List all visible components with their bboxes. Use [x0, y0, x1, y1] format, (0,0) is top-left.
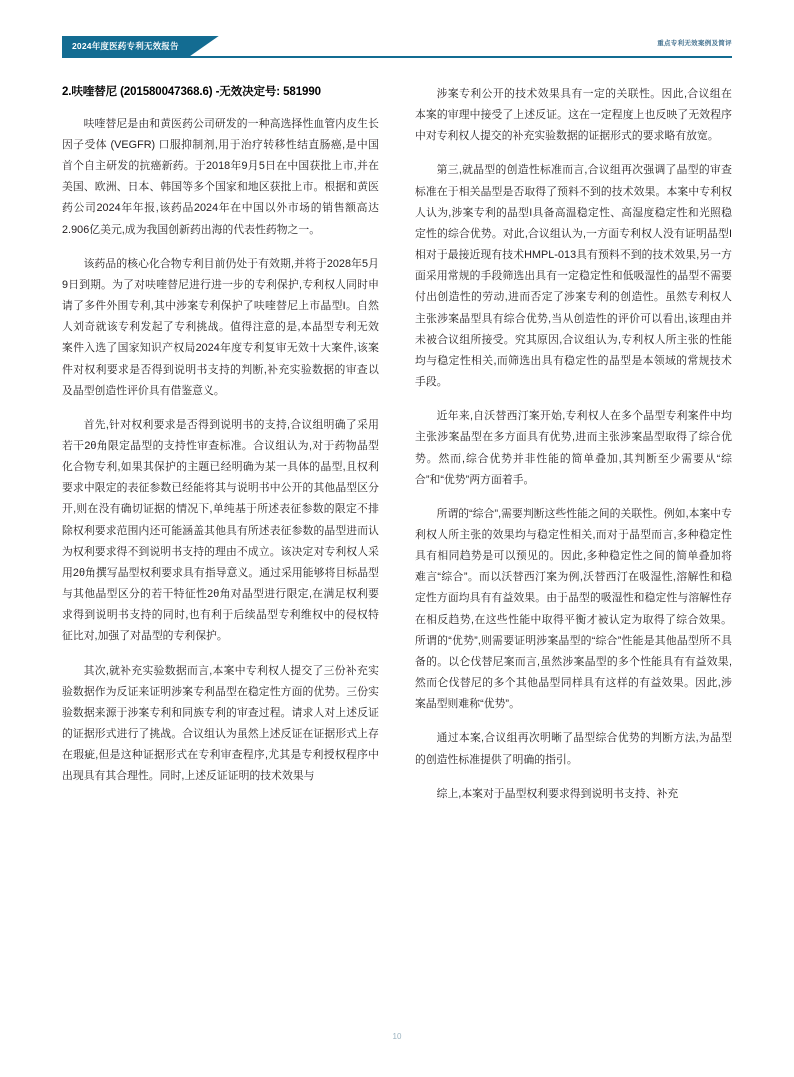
paragraph: 综上,本案对于晶型权利要求得到说明书支持、补充 — [436, 787, 679, 800]
header-report-tab-label: 2024年度医药专利无效报告 — [72, 41, 179, 52]
paragraph: 呋喹替尼是由和黄医药公司研发的一种高选择性血管内皮生长因子受体 (VEGFR) 口服抑制剂,用于治疗转移性结直肠癌,是中国首个自主研发的抗癌新药。于2018年9月5日在中国获批上市,并在美国、欧洲、日本、韩国等多个国家和地区获批上市。根据和黄医药公司2024年年报,该药品2024年在中国以外市场的销售额高达2.906亿美元,成为我国创新药出海的代表性药物之一。 — [62, 117, 379, 236]
paragraph: 近年来,自沃替西汀案开始,专利权人在多个晶型专利案件中均主张涉案晶型在多方面具有优势,进而主张涉案晶型取得了综合优势。然而,综合优势并非性能的简单叠加,其判断至少需要从“综合”和“优势”两方面着手。 — [415, 410, 732, 486]
body-columns — [62, 84, 732, 805]
paragraph: 首先,针对权利要求是否得到说明书的支持,合议组明确了采用若干2θ角限定晶型的支持性审查标准。合议组认为,对于药物晶型化合物专利,如果其保护的主题已经明确为某一具体的晶型,且权利要求中限定的表征参数已经能将其与说明书中公开的其他晶型区分开,则在没有确切证据的情况下,单纯基于所述表征参数的限定不排除权利要求范围内还可能涵盖其他具有所述表征参数的晶型进而认为权利要求得不到说明书支持的理由不成立。该决定对专利权人采用2θ角撰写晶型权利要求具有指导意义。通过采用能够将目标晶型与其他晶型区分的若干特征性2θ角对晶型进行限定,在满足权利要求得到说明书支持的同时,也有利于后续晶型专利维权中的侵权特征比对,加强了对晶型的专利保护。 — [62, 418, 379, 643]
right-column — [415, 84, 732, 805]
page-number: 10 — [392, 1032, 402, 1041]
paragraph: 涉案专利公开的技术效果具有一定的关联性。因此,合议组在本案的审理中接受了上述反证。这在一定程度上也反映了无效程序中对专利权人提交的补充实验数据的证据形式的要求略有放宽。 — [415, 88, 732, 143]
page-title: 2.呋喹替尼 (201580047368.6) -无效决定号: 581990 — [62, 86, 321, 98]
paragraph: 所谓的“综合”,需要判断这些性能之间的关联性。例如,本案中专利权人所主张的效果均与稳定性相关,而对于晶型而言,多种稳定性具有相同趋势是可以预见的。因此,多种稳定性之间的简单叠加将难言“综合”。而以沃替西汀案为例,沃替西汀在吸湿性,溶解性和稳定性方面均具有有益效果。由于晶型的吸湿性和稳定性与溶解性存在相反趋势,在这些性能中取得平衡才被认定为取得了综合效果。所谓的“优势”,则需要证明涉案晶型的“综合”性能是其他晶型所不具备的。以仑伐替尼案而言,虽然涉案晶型的多个性能具有有益效果,然而仑伐替尼的多个其他晶型同样具有这样的有益效果。因此,涉案晶型则难称“优势”。 — [415, 507, 733, 711]
paragraph: 通过本案,合议组再次明晰了晶型综合优势的判断方法,为晶型的创造性标准提供了明确的指引。 — [415, 732, 732, 766]
header-chapter-label: 重点专利无效案例及简评 — [657, 40, 732, 47]
header-tab-tail — [189, 36, 219, 57]
paragraph: 第三,就晶型的创造性标准而言,合议组再次强调了晶型的审查标准在于相关晶型是否取得了预料不到的技术效果。本案中专利权人认为,涉案专利的晶型I具备高温稳定性、高湿度稳定性和光照稳定性的综合优势。对此,合议组认为,一方面专利权人没有证明晶型I相对于最接近现有技术HMPL-013具有预料不到的技术效果,另一方面采用常规的手段筛选出具有一定稳定性和低吸湿性的晶型不需要付出创造性的劳动,进而否定了涉案专利的创造性。虽然专利权人主张涉案晶型具有综合优势,当从创造性的评价可以看出,该理由并未被合议组所接受。究其原因,合议组认为,专利权人所主张的性能均与稳定性相关,而筛选出具有稳定性的晶型是本领域的常规技术手段。 — [415, 164, 732, 389]
running-header — [0, 36, 794, 66]
paragraph: 该药品的核心化合物专利目前仍处于有效期,并将于2028年5月9日到期。为了对呋喹替尼进行进一步的专利保护,专利权人同时申请了多件外围专利,其中涉案专利保护了呋喹替尼上市晶型I。自然人刘奇就该专利发起了专利挑战。值得注意的是,本晶型专利无效案件入选了国家知识产权局2024年度专利复审无效十大案件,该案件对权利要求是否得到说明书支持的判断,补充实验数据的审查以及晶型创造性评价具有借鉴意义。 — [62, 257, 379, 397]
paragraph: 其次,就补充实验数据而言,本案中专利权人提交了三份补充实验数据作为反证来证明涉案专利晶型在稳定性方面的优势。三份实验数据来源于涉案专利和同族专利的审查过程。请求人对上述反证的证据形式进行了挑战。合议组认为虽然上述反证在证据形式上存在瑕疵,但是这种证据形式在专利审查程序,尤其是专利授权程序中出现具有其合理性。同时,上述反证证明的技术效果与 — [62, 664, 379, 783]
left-column — [62, 84, 379, 805]
header-report-tab — [62, 36, 189, 57]
